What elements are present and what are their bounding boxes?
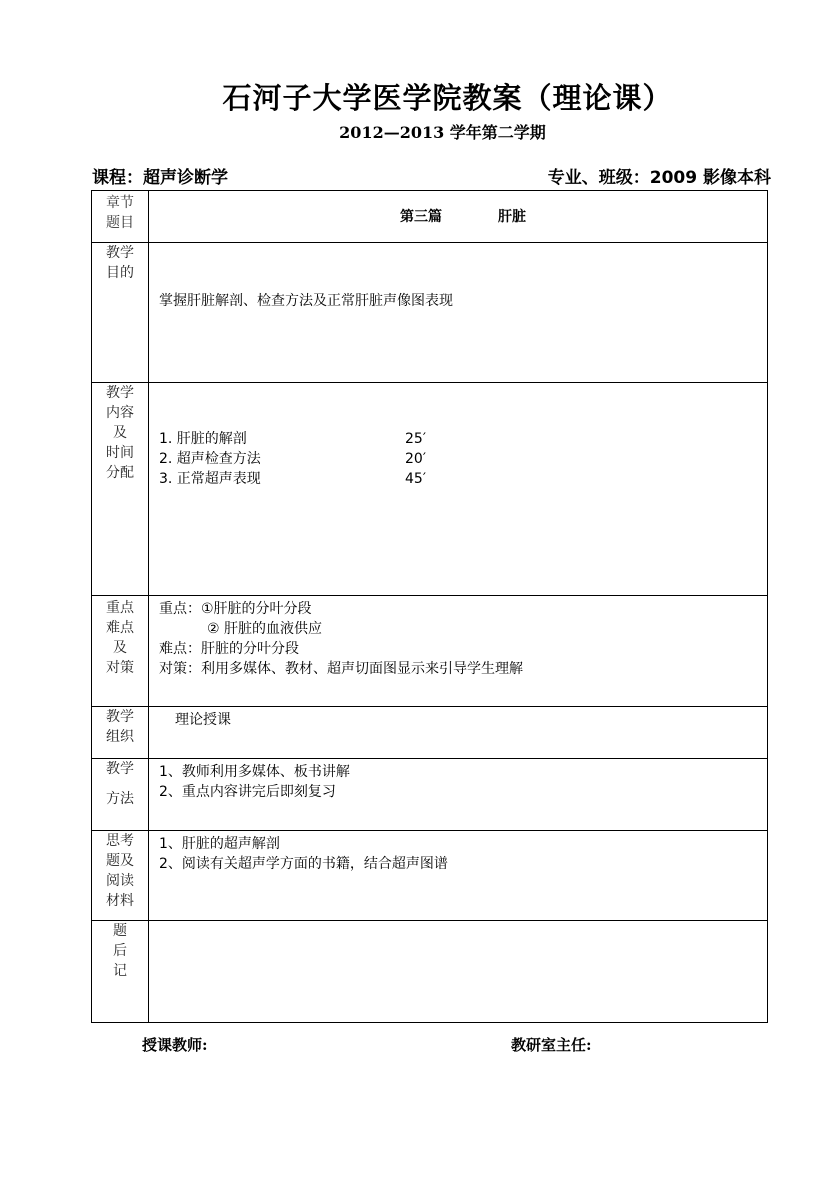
label-line: 目的 [106, 265, 134, 281]
purpose-label [92, 243, 149, 383]
major-class: 专业、班级：2009 影像本科 [547, 168, 771, 188]
label-line: 教学 [106, 709, 134, 725]
organization-cell [149, 707, 768, 759]
label-line: 方法 [106, 791, 134, 807]
method-label [92, 759, 149, 831]
label-line: 及 [113, 640, 127, 656]
reading-label [92, 831, 149, 921]
key-points-label [92, 596, 149, 707]
organization-label [92, 707, 149, 759]
reading-line: 2、阅读有关超声学方面的书籍，结合超声图谱 [159, 856, 448, 872]
reading-row [92, 831, 768, 921]
key-points-row [92, 596, 768, 707]
item-text: 1. 肝脏的解剖 [159, 431, 247, 447]
chapter-cell [149, 191, 768, 243]
lesson-plan-table [91, 190, 768, 1023]
label-line: 时间 [106, 445, 134, 461]
page-title: 石河子大学医学院教案（理论课） [222, 81, 673, 115]
label-line: 题 [113, 923, 127, 939]
method-line: 1、教师利用多媒体、板书讲解 [159, 764, 350, 780]
chapter-title [159, 207, 767, 227]
course-name: 课程：超声诊断学 [92, 168, 228, 188]
item-time: 45′ [405, 471, 426, 487]
content-item [159, 449, 767, 469]
label-line: 内容 [106, 405, 134, 421]
label-line: 章节 [106, 195, 134, 211]
label-line: 教学 [106, 245, 134, 261]
reading-line: 1、肝脏的超声解剖 [159, 836, 280, 852]
content-label [92, 383, 149, 596]
label-line: 及 [113, 425, 127, 441]
difficulty-line: 难点：肝脏的分叶分段 [159, 641, 299, 657]
label-line: 分配 [106, 465, 134, 481]
chapter-label [92, 191, 149, 243]
postscript-row [92, 921, 768, 1023]
key-point-line: 重点：①肝脏的分叶分段 [159, 601, 312, 617]
label-line: 难点 [106, 620, 134, 636]
organization-row [92, 707, 768, 759]
label-line: 思考 [106, 833, 134, 849]
label-line: 题及 [106, 853, 134, 869]
item-text: 2. 超声检查方法 [159, 451, 261, 467]
content-item [159, 469, 767, 489]
method-line: 2、重点内容讲完后即刻复习 [159, 784, 336, 800]
content-row [92, 383, 768, 596]
director-signature-label: 教研室主任: [511, 1036, 592, 1054]
postscript-cell [149, 921, 768, 1023]
method-cell [149, 759, 768, 831]
label-line: 组织 [106, 729, 134, 745]
item-text: 3. 正常超声表现 [159, 471, 261, 487]
semester-subtitle: 2012—2013 学年第二学期 [339, 123, 546, 142]
label-line: 对策 [106, 660, 134, 676]
item-time: 25′ [405, 431, 426, 447]
purpose-cell [149, 243, 768, 383]
label-line: 阅读 [106, 873, 134, 889]
organization-text: 理论授课 [175, 712, 231, 728]
key-point-line: ② 肝脏的血液供应 [207, 621, 323, 637]
reading-cell [149, 831, 768, 921]
method-row [92, 759, 768, 831]
label-line: 后 [113, 943, 127, 959]
chapter-topic: 肝脏 [498, 208, 526, 225]
label-line: 题目 [106, 215, 134, 231]
purpose-text: 掌握肝脏解剖、检查方法及正常肝脏声像图表现 [159, 293, 453, 309]
content-item [159, 429, 767, 449]
chapter-row [92, 191, 768, 243]
label-line: 重点 [106, 600, 134, 616]
item-time: 20′ [405, 451, 426, 467]
strategy-line: 对策：利用多媒体、教材、超声切面图显示来引导学生理解 [159, 661, 523, 677]
teacher-signature-label: 授课教师: [142, 1036, 208, 1054]
label-line: 材料 [106, 893, 134, 909]
label-line: 教学 [106, 385, 134, 401]
label-line: 教学 [106, 761, 134, 777]
purpose-row [92, 243, 768, 383]
postscript-label [92, 921, 149, 1023]
label-line: 记 [113, 963, 127, 979]
key-points-cell [149, 596, 768, 707]
content-cell [149, 383, 768, 596]
chapter-part: 第三篇 [400, 208, 442, 225]
